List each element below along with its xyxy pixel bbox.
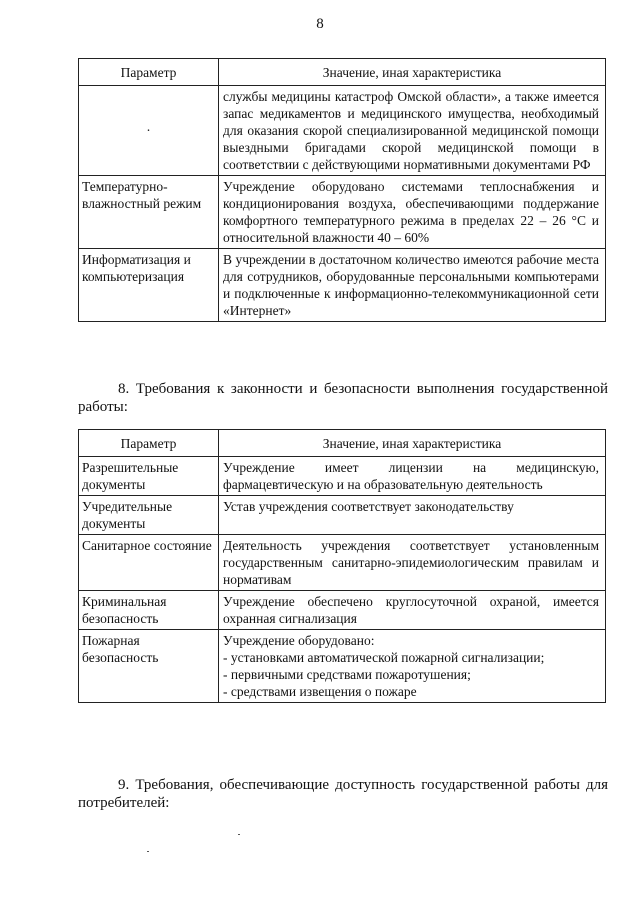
row-parameter: Санитарное состояние xyxy=(79,535,219,591)
table-header xyxy=(79,59,606,86)
row-parameter: · xyxy=(79,86,219,176)
table-row xyxy=(79,630,606,703)
row-parameter: Криминальная безопасность xyxy=(79,591,219,630)
list-item: - установками автоматической пожарной сигнализации; xyxy=(223,650,545,665)
column-header-parameter: Параметр xyxy=(79,430,219,457)
table-working-conditions xyxy=(78,58,606,322)
table-row xyxy=(79,496,606,535)
row-value: В учреждении в достаточном количество имеются рабочие места для сотрудников, оборудованные персональными компьютерами и подключенные к информационно-телекоммуникационной сети «Интернет» xyxy=(219,249,606,322)
scan-speck xyxy=(238,834,240,835)
section-8-heading: 8. Требования к законности и безопасности выполнения государственной работы: xyxy=(78,381,608,415)
column-header-value: Значение, иная характеристика xyxy=(219,430,606,457)
section-9-heading: 9. Требования, обеспечивающие доступность государственной работы для потребителей: xyxy=(78,777,608,811)
scan-speck xyxy=(147,851,149,852)
row-parameter: Температурно-влажностный режим xyxy=(79,176,219,249)
row-parameter: Пожарная безопасность xyxy=(79,630,219,703)
column-header-parameter: Параметр xyxy=(79,59,219,86)
row-value: Учреждение обеспечено круглосуточной охраной, имеется охранная сигнализация xyxy=(219,591,606,630)
list-item: - средствами извещения о пожаре xyxy=(223,684,417,699)
list-item: - первичными средствами пожаротушения; xyxy=(223,667,471,682)
row-value xyxy=(219,630,606,703)
table-row xyxy=(79,535,606,591)
table-row xyxy=(79,86,606,176)
table-legality-safety xyxy=(78,429,606,703)
row-value-intro: Учреждение оборудовано: xyxy=(223,633,375,648)
row-parameter: Информатизация и компьютеризация xyxy=(79,249,219,322)
column-header-value: Значение, иная характеристика xyxy=(219,59,606,86)
row-value: службы медицины катастроф Омской области», а также имеется запас медикаментов и медицинского имущества, необходимый для оказания скорой специализированной медицинской помощи выездными бригадами скорой медицинской помощи в соответствии с действующими нормативными документами РФ xyxy=(219,86,606,176)
row-value: Устав учреждения соответствует законодательству xyxy=(219,496,606,535)
row-parameter: Учредительные документы xyxy=(79,496,219,535)
row-value: Учреждение оборудовано системами теплоснабжения и кондиционирования воздуха, обеспечивающими поддержание комфортного температурного режима в пределах 22 – 26 °С и относительной влажности 40 – 60% xyxy=(219,176,606,249)
table-row xyxy=(79,176,606,249)
row-value: Деятельность учреждения соответствует установленным государственным санитарно-эпидемиологическим правилам и нормативам xyxy=(219,535,606,591)
page-number: 8 xyxy=(316,16,324,32)
table-row xyxy=(79,591,606,630)
table-header xyxy=(79,430,606,457)
table-row xyxy=(79,457,606,496)
table-row xyxy=(79,249,606,322)
fire-safety-list xyxy=(223,649,599,700)
row-value: Учреждение имеет лицензии на медицинскую, фармацевтическую и на образовательную деятельность xyxy=(219,457,606,496)
row-parameter: Разрешительные документы xyxy=(79,457,219,496)
